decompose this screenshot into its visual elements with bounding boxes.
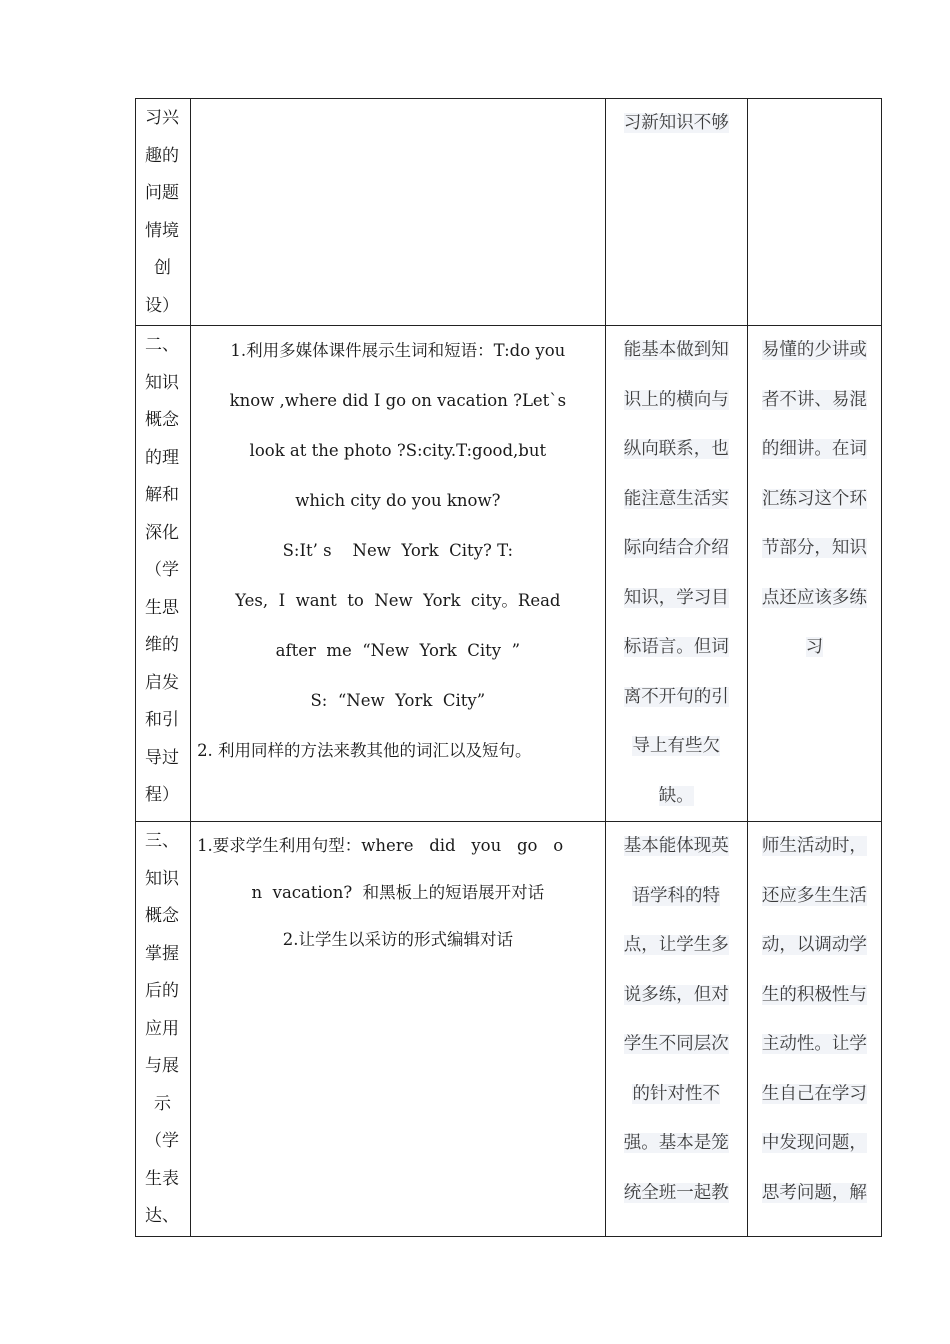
teaching-content (191, 822, 605, 963)
stage-label-line: 维的 (145, 635, 179, 655)
stage-label-line: 的理 (145, 447, 179, 468)
stage-label (136, 99, 190, 325)
stage-label-line: 生表 (145, 1168, 179, 1189)
stage-label-line: 深化 (145, 522, 179, 543)
stage-label-line: 掌握 (145, 943, 179, 964)
content-line: S: “New York City” (310, 691, 486, 710)
stage-label-line: 知识 (145, 868, 179, 889)
content-line: 1.利用多媒体课件展示生词和短语：T:do you (230, 341, 566, 360)
table-row (136, 822, 882, 1237)
stage-label-line: 习兴 (145, 108, 179, 128)
evaluation-cell (605, 822, 747, 1237)
suggestion-text: 师生活动时，还应多生生活动，以调动学生的积极性与主动性。让学生自己在学习中发现问题，思考问题，解 (761, 836, 867, 1203)
stage-label-line: 情境 (145, 220, 179, 241)
stage-label-line: 导过 (145, 747, 179, 768)
stage-label-line: 应用 (145, 1018, 179, 1039)
suggestion-text: 易懂的少讲或者不讲、易混的细讲。在词汇练习这个环节部分，知识点还应该多练习 (761, 340, 867, 657)
content-cell (191, 326, 606, 822)
content-line: which city do you know? (295, 491, 501, 510)
stage-label-line: 三、 (145, 831, 179, 851)
content-line: 2.让学生以采访的形式编辑对话 (282, 930, 513, 949)
table-row (136, 99, 882, 326)
content-line: look at the photo ?S:city.T:good,but (249, 441, 547, 460)
stage-label-line: 后的 (145, 981, 179, 1001)
stage-label-line: 知识 (145, 372, 179, 393)
suggestion-cell (747, 326, 881, 822)
stage-label-line: 启发 (145, 672, 179, 693)
lesson-evaluation-table (135, 98, 882, 1237)
stage-label-line: 生思 (145, 597, 179, 618)
teaching-content (191, 326, 605, 776)
stage-label (136, 822, 190, 1236)
stage-label-line: 二、 (145, 335, 179, 355)
content-line: after me “New York City ” (275, 641, 521, 660)
stage-label-line: 问题 (145, 183, 179, 203)
evaluation-cell (605, 99, 747, 326)
stage-label-cell (136, 326, 191, 822)
stage-label-line: （学 (145, 1131, 179, 1151)
content-line: know ,where did I go on vacation ?Let`s (229, 391, 567, 410)
evaluation-cell (605, 326, 747, 822)
table-row (136, 326, 882, 822)
stage-label-cell (136, 99, 191, 326)
stage-label-line: 趣的 (145, 145, 179, 166)
evaluation-text: 能基本做到知识上的横向与纵向联系，也能注意生活实际向结合介绍知识，学习目标语言。但词离不开句的引导上有些欠缺。 (623, 340, 729, 806)
stage-label-line: 概念 (145, 410, 179, 430)
stage-label-line: 创 (154, 258, 171, 278)
content-cell (191, 99, 606, 326)
content-line: S:It’ s New York City? T: (282, 541, 514, 560)
stage-label-cell (136, 822, 191, 1237)
stage-label-line: 达、 (145, 1206, 179, 1226)
stage-label-line: 程） (145, 785, 179, 805)
suggestion-cell (747, 99, 881, 326)
evaluation-text: 基本能体现英语学科的特点，让学生多说多练，但对学生不同层次的针对性不强。基本是笼统全班一起教 (623, 836, 729, 1203)
content-line: 2. 利用同样的方法来教其他的词汇以及短句。 (197, 741, 532, 760)
evaluation-text: 习新知识不够 (623, 113, 729, 133)
content-line: n vacation? 和黑板上的短语展开对话 (251, 883, 545, 902)
content-cell (191, 822, 606, 1237)
stage-label-line: 示 (154, 1093, 171, 1114)
stage-label-line: 概念 (145, 906, 179, 926)
stage-label-line: 设） (145, 295, 179, 316)
suggestion-cell (747, 822, 881, 1237)
stage-label-line: 与展 (145, 1056, 179, 1076)
stage-label (136, 326, 190, 815)
content-line: 1.要求学生利用句型：where did you go o (197, 836, 564, 855)
stage-label-line: （学 (145, 560, 179, 580)
stage-label-line: 和引 (145, 710, 179, 730)
content-line: Yes, I want to New York city。Read (235, 591, 561, 610)
stage-label-line: 解和 (145, 485, 179, 505)
